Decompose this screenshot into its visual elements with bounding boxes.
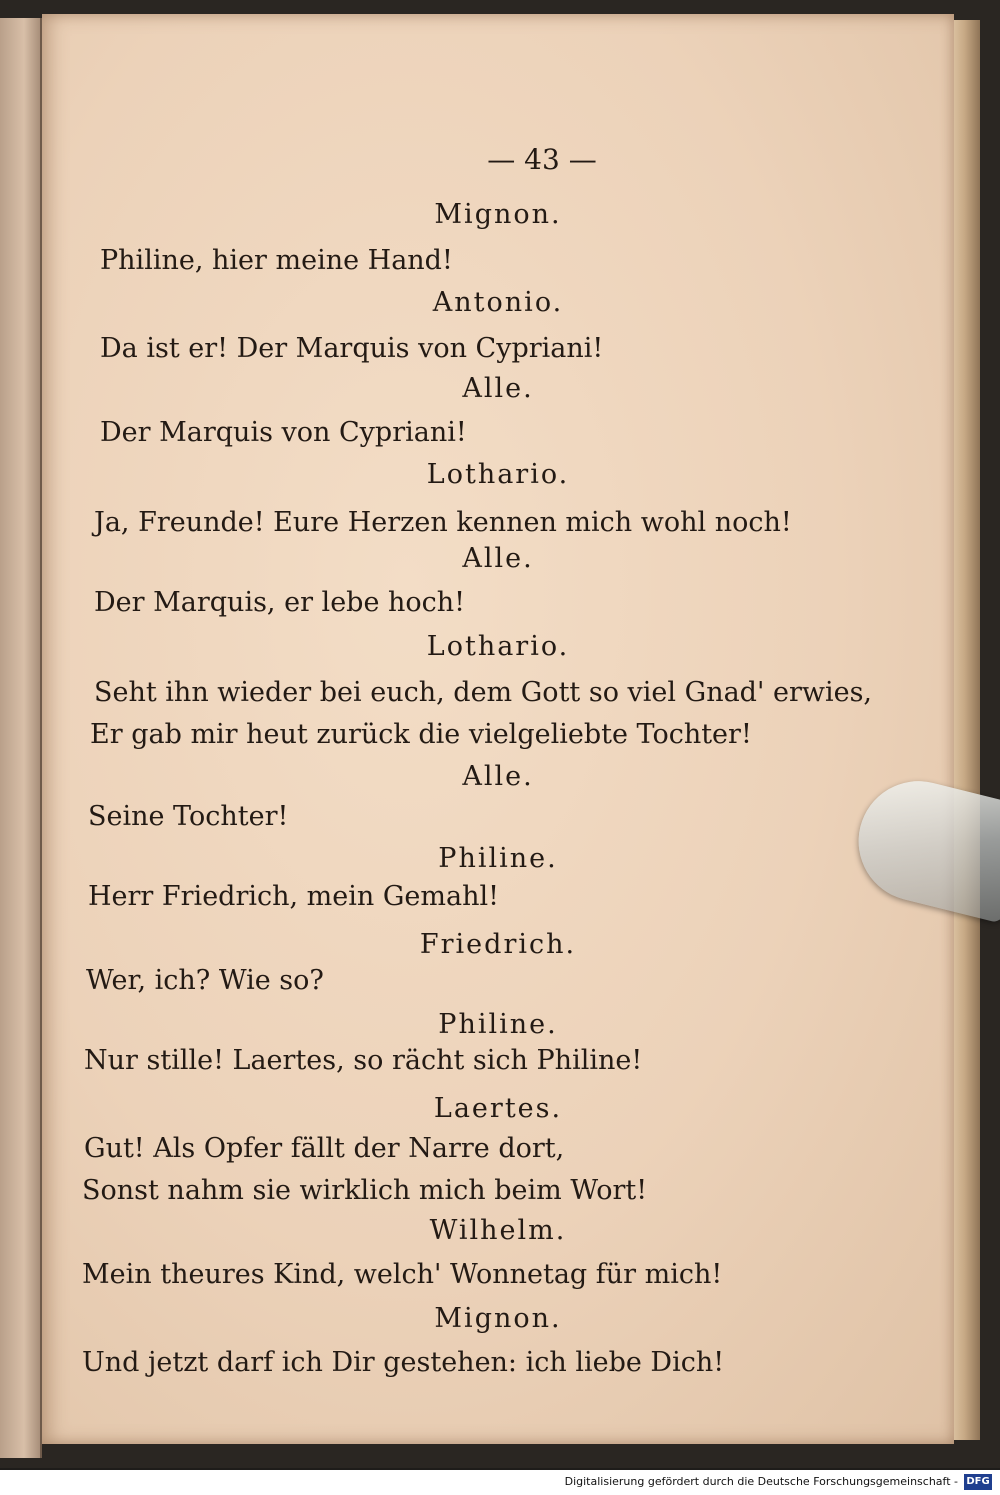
speaker-name: Alle. xyxy=(462,543,534,574)
dialogue-line: Mein theures Kind, welch' Wonnetag für mich! xyxy=(82,1259,723,1290)
speaker-name: Alle. xyxy=(462,761,534,792)
dfg-logo: DFG xyxy=(964,1474,992,1490)
speaker-name: Antonio. xyxy=(432,287,564,318)
dialogue-line: Er gab mir heut zurück die vielgeliebte Tochter! xyxy=(90,719,752,750)
speaker-name: Alle. xyxy=(462,373,534,404)
page-stack-edge xyxy=(954,20,980,1440)
speaker-name: Philine. xyxy=(438,843,558,874)
dialogue-line: Nur stille! Laertes, so rächt sich Philine! xyxy=(84,1045,643,1076)
speaker-name: Wilhelm. xyxy=(429,1215,567,1246)
dialogue-line: Sonst nahm sie wirklich mich beim Wort! xyxy=(82,1175,648,1206)
left-page-edge xyxy=(0,18,42,1458)
dialogue-line: Seine Tochter! xyxy=(88,801,289,832)
speaker-name: Mignon. xyxy=(434,1303,562,1334)
dialogue-line: Wer, ich? Wie so? xyxy=(86,965,324,996)
dialogue-line: Und jetzt darf ich Dir gestehen: ich liebe Dich! xyxy=(82,1347,725,1378)
dialogue-line: Da ist er! Der Marquis von Cypriani! xyxy=(100,333,604,364)
dialogue-line: Gut! Als Opfer fällt der Narre dort, xyxy=(84,1133,565,1164)
footer-bar xyxy=(0,1470,1000,1495)
dialogue-line: Ja, Freunde! Eure Herzen kennen mich wohl noch! xyxy=(94,507,792,538)
speaker-name: Mignon. xyxy=(434,199,562,230)
footer-credit: Digitalisierung gefördert durch die Deutsche Forschungsgemeinschaft - xyxy=(564,1475,958,1488)
speaker-name: Philine. xyxy=(438,1009,558,1040)
dialogue-line: Seht ihn wieder bei euch, dem Gott so viel Gnad' erwies, xyxy=(94,677,873,708)
dialogue-line: Der Marquis von Cypriani! xyxy=(100,417,467,448)
speaker-name: Friedrich. xyxy=(419,929,577,960)
dialogue-line: Der Marquis, er lebe hoch! xyxy=(94,587,466,618)
dialogue-line: Herr Friedrich, mein Gemahl! xyxy=(88,881,499,912)
dialogue-line: Philine, hier meine Hand! xyxy=(100,245,453,276)
speaker-name: Laertes. xyxy=(433,1093,563,1124)
speaker-name: Lothario. xyxy=(426,459,570,490)
speaker-name: Lothario. xyxy=(426,631,570,662)
book-page xyxy=(42,14,954,1444)
page-number: — 43 — xyxy=(487,143,597,176)
